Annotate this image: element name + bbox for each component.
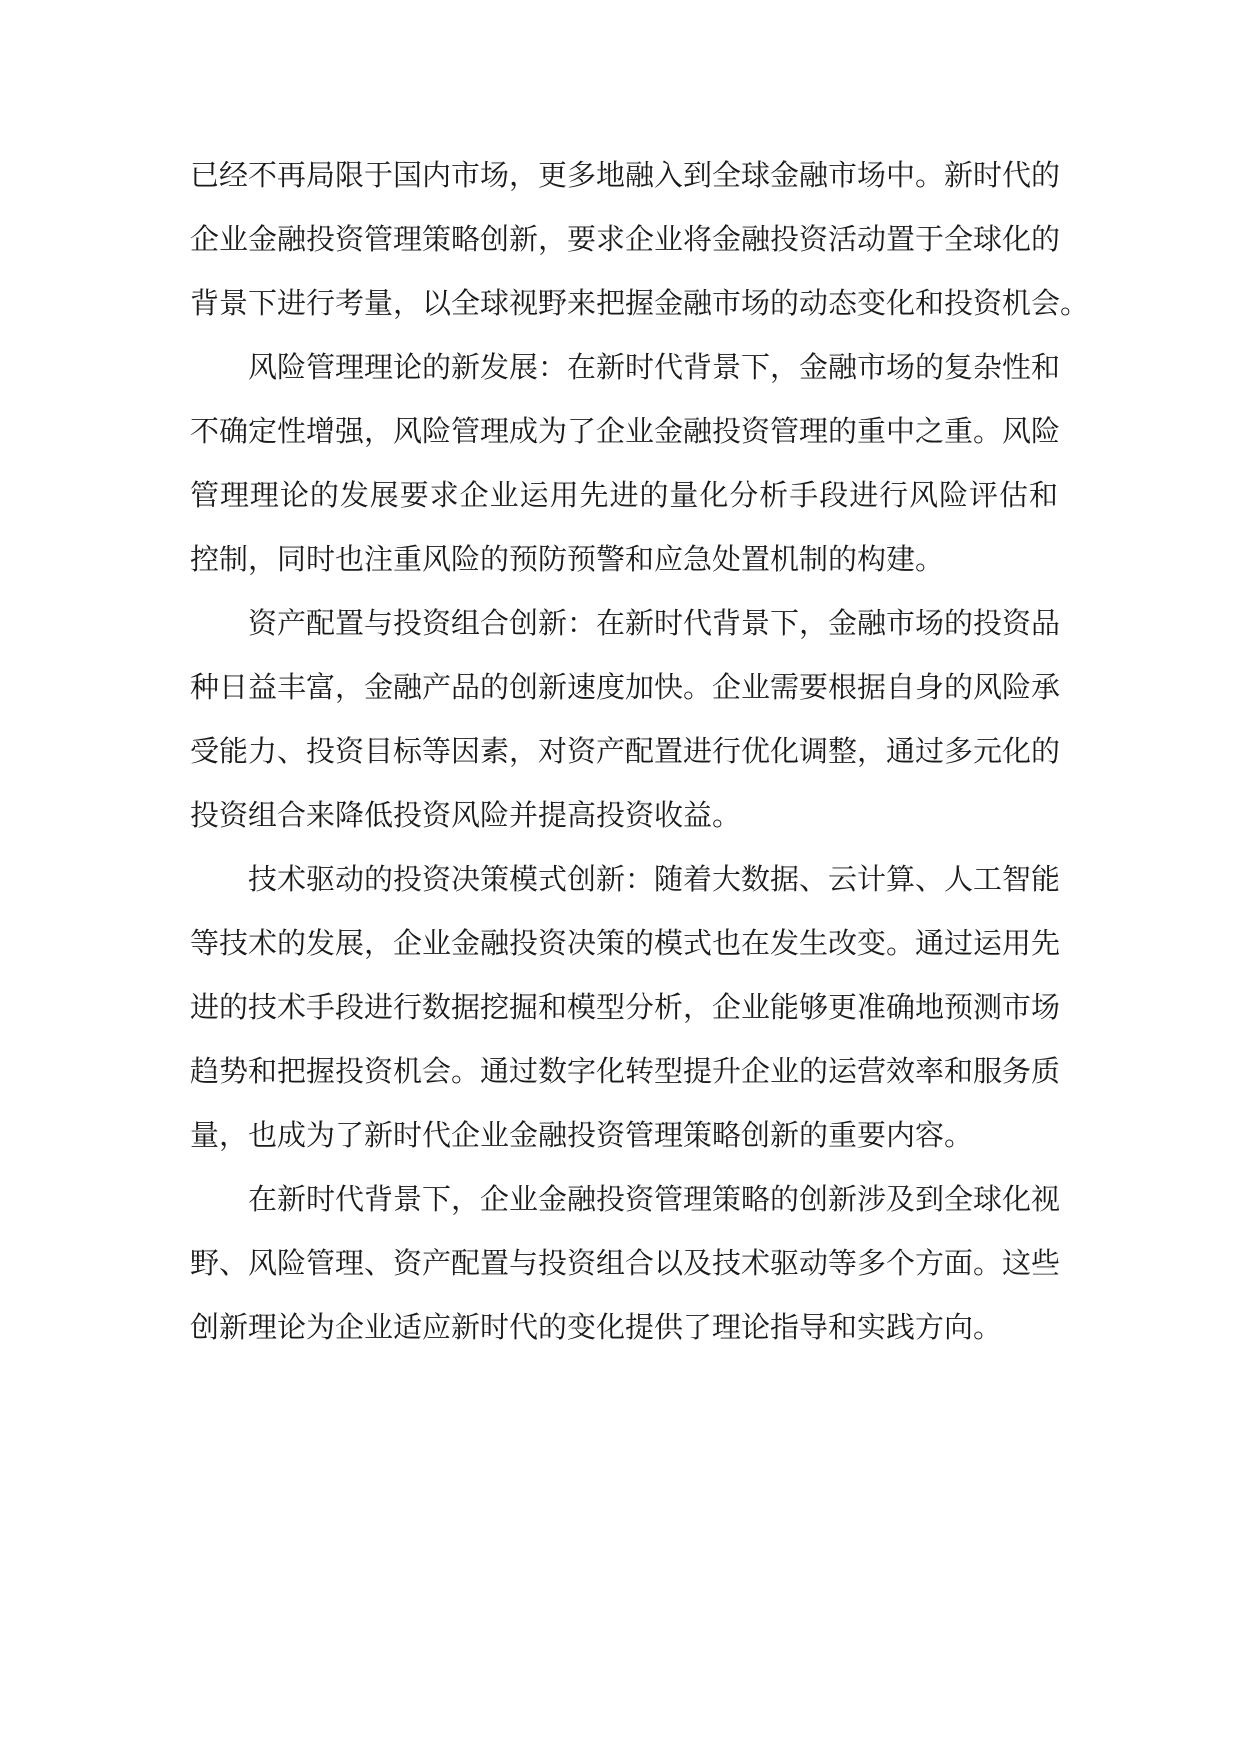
text-line: 风险管理理论的新发展：在新时代背景下，金融市场的复杂性和 [248, 350, 1061, 384]
text-line: 资产配置与投资组合创新：在新时代背景下，金融市场的投资品 [248, 606, 1061, 640]
text-line: 进的技术手段进行数据挖掘和模型分析，企业能够更准确地预测市场 [190, 990, 1061, 1024]
text-line: 不确定性增强，风险管理成为了企业金融投资管理的重中之重。风险 [190, 414, 1061, 448]
text-line: 企业金融投资管理策略创新，要求企业将金融投资活动置于全球化的 [190, 222, 1061, 256]
paragraph-conclusion [190, 1167, 1061, 1359]
paragraph-risk-management [190, 335, 1061, 591]
text-line: 投资组合来降低投资风险并提高投资收益。 [190, 798, 742, 832]
text-line: 管理理论的发展要求企业运用先进的量化分析手段进行风险评估和 [190, 478, 1058, 512]
text-line: 等技术的发展，企业金融投资决策的模式也在发生改变。通过运用先 [190, 926, 1061, 960]
text-line: 受能力、投资目标等因素，对资产配置进行优化调整，通过多元化的 [190, 734, 1061, 768]
text-line: 已经不再局限于国内市场，更多地融入到全球金融市场中。新时代的 [190, 158, 1061, 192]
paragraph-technology-driven [190, 847, 1061, 1167]
text-line: 种日益丰富，金融产品的创新速度加快。企业需要根据自身的风险承 [190, 670, 1061, 704]
text-line: 背景下进行考量，以全球视野来把握金融市场的动态变化和投资机会。 [190, 286, 1090, 320]
text-line: 量，也成为了新时代企业金融投资管理策略创新的重要内容。 [190, 1118, 974, 1152]
paragraph-global-market [190, 143, 1090, 335]
text-line: 野、风险管理、资产配置与投资组合以及技术驱动等多个方面。这些 [190, 1246, 1061, 1280]
text-line: 在新时代背景下，企业金融投资管理策略的创新涉及到全球化视 [248, 1182, 1061, 1216]
text-line: 技术驱动的投资决策模式创新：随着大数据、云计算、人工智能 [248, 862, 1061, 896]
text-line: 趋势和把握投资机会。通过数字化转型提升企业的运营效率和服务质 [190, 1054, 1061, 1088]
document-body [190, 143, 1090, 1359]
text-line: 控制，同时也注重风险的预防预警和应急处置机制的构建。 [190, 542, 945, 576]
text-line: 创新理论为企业适应新时代的变化提供了理论指导和实践方向。 [190, 1310, 1003, 1344]
paragraph-asset-allocation [190, 591, 1061, 847]
